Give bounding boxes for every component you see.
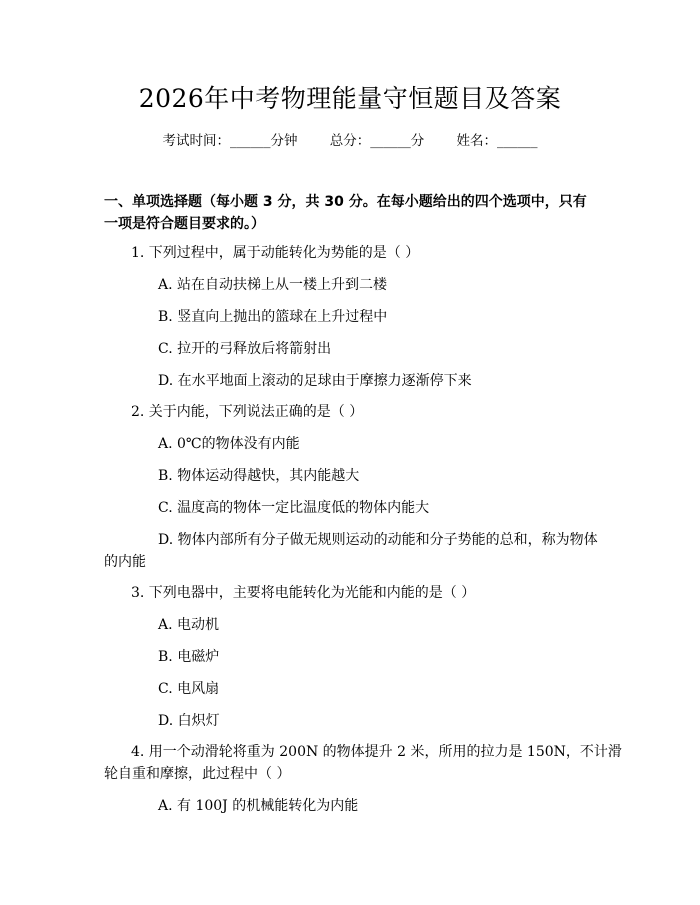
question-3-option-b: B. 电磁炉 [158, 649, 220, 665]
question-2-stem: 2. 关于内能，下列说法正确的是（ ） [131, 404, 364, 420]
question-3-option-d: D. 白炽灯 [158, 713, 220, 729]
question-4-stem: 4. 用一个动滑轮将重为 200N 的物体提升 2 米，所用的拉力是 150N，不计滑 [131, 744, 622, 760]
question-2-option-d-continued: 的内能 [104, 554, 146, 570]
section-heading: 一、单项选择题（每小题 3 分，共 30 分。在每小题给出的四个选项中，只有一项是符合题目要求的。） [104, 194, 587, 232]
question-2-option-a: A. 0℃的物体没有内能 [158, 436, 300, 452]
question-1-option-d: D. 在水平地面上滚动的足球由于摩擦力逐渐停下来 [158, 373, 472, 389]
question-3-stem: 3. 下列电器中，主要将电能转化为光能和内能的是（ ） [131, 585, 476, 601]
question-1-option-a: A. 站在自动扶梯上从一楼上升到二楼 [158, 277, 388, 293]
question-1-stem: 1. 下列过程中，属于动能转化为势能的是（ ） [131, 245, 420, 261]
student-name-field: 姓名：______ [456, 133, 538, 149]
exam-info-line [0, 131, 700, 151]
exam-time-field: 考试时间：______分钟 [162, 133, 298, 149]
question-3-option-c: C. 电风扇 [158, 681, 220, 697]
question-2-option-d: D. 物体内部所有分子做无规则运动的动能和分子势能的总和，称为物体 [158, 532, 598, 548]
question-1-option-c: C. 拉开的弓释放后将箭射出 [158, 341, 332, 357]
question-4-stem-continued: 轮自重和摩擦，此过程中（ ） [104, 766, 291, 782]
question-1-option-b: B. 竖直向上抛出的篮球在上升过程中 [158, 309, 388, 325]
question-4-option-a: A. 有 100J 的机械能转化为内能 [158, 798, 359, 814]
question-2-option-b: B. 物体运动得越快，其内能越大 [158, 468, 360, 484]
document-title: 2026年中考物理能量守恒题目及答案 [138, 84, 562, 113]
question-2-option-c: C. 温度高的物体一定比温度低的物体内能大 [158, 500, 430, 516]
question-3-option-a: A. 电动机 [158, 617, 220, 633]
total-score-field: 总分：______分 [329, 133, 425, 149]
